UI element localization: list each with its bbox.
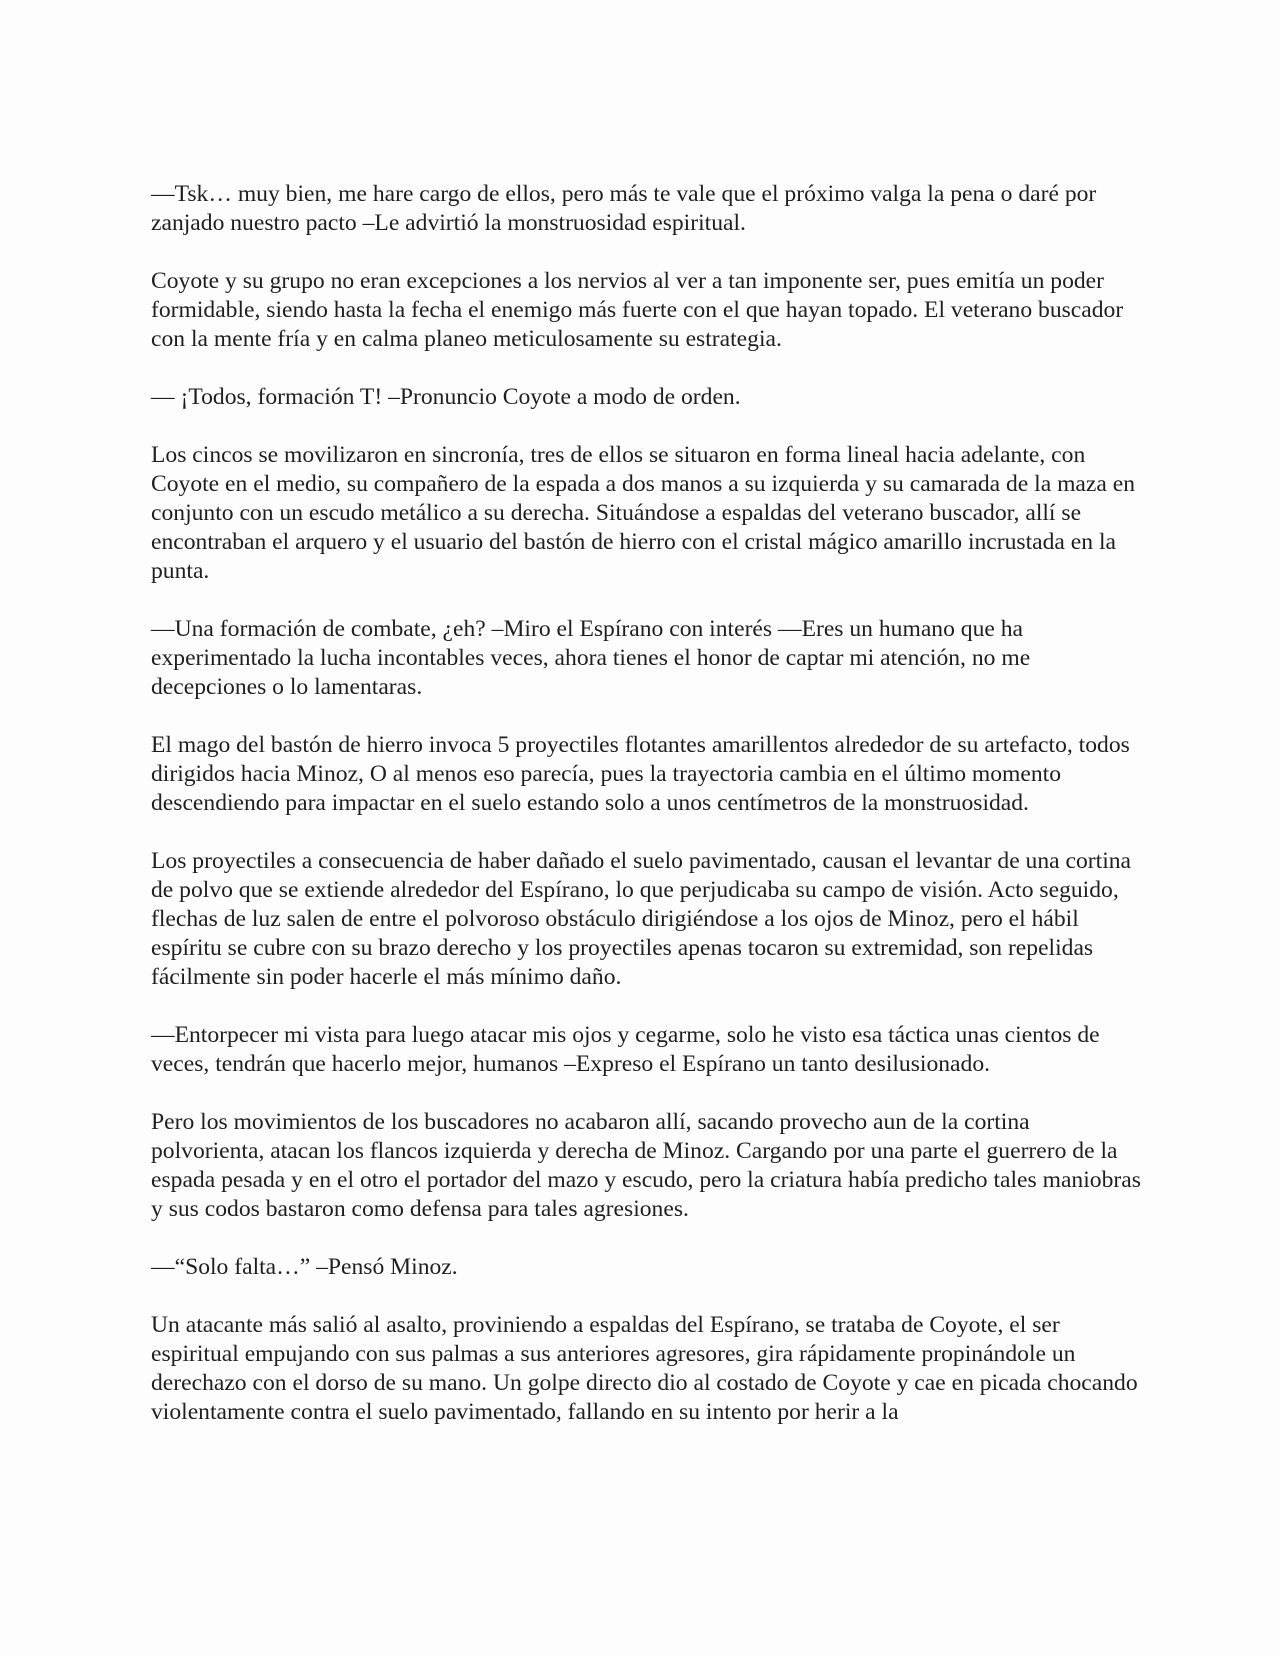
paragraph: —Una formación de combate, ¿eh? –Miro el Espírano con interés —Eres un humano que ha experimentado la lucha incontables veces, ahora tienes el honor de captar mi atención, no me decepciones o lo lamentaras. — [151, 616, 1031, 700]
paragraph: El mago del bastón de hierro invoca 5 proyectiles flotantes amarillentos alrededor de su artefacto, todos dirigidos hacia Minoz, O al menos eso parecía, pues la trayectoria cambia en el último momento descendiendo para impactar en el suelo estando solo a unos centímetros de la monstruosidad. — [151, 732, 1130, 816]
paragraph: Coyote y su grupo no eran excepciones a los nervios al ver a tan imponente ser, pues emitía un poder formidable, siendo hasta la fecha el enemigo más fuerte con el que hayan topado. El veterano buscador con la mente fría y en calma planeo meticulosamente su estrategia. — [151, 268, 1124, 352]
paragraph: Los cincos se movilizaron en sincronía, tres de ellos se situaron en forma lineal hacia adelante, con Coyote en el medio, su compañero de la espada a dos manos a su izquierda y su camarada de la maza en conjunto con un escudo metálico a su derecha. Situándose a espaldas del veterano buscador, allí se encontraban el arquero y el usuario del bastón de hierro con el cristal mágico amarillo incrustada en la punta. — [151, 442, 1136, 584]
paragraph: — ¡Todos, formación T! –Pronuncio Coyote a modo de orden. — [151, 384, 741, 410]
paragraph: Un atacante más salió al asalto, proviniendo a espaldas del Espírano, se trataba de Coyote, el ser espiritual empujando con sus palmas a sus anteriores agresores, gira rápidamente propinándole un derechazo con el dorso de su mano. Un golpe directo dio al costado de Coyote y cae en picada chocando violentamente contra el suelo pavimentado, fallando en su intento por herir a la — [151, 1312, 1138, 1425]
document-body — [151, 180, 1141, 1456]
paragraph: Los proyectiles a consecuencia de haber dañado el suelo pavimentado, causan el levantar de una cortina de polvo que se extiende alrededor del Espírano, lo que perjudicaba su campo de visión. Acto seguido, flechas de luz salen de entre el polvoroso obstáculo dirigiéndose a los ojos de Minoz, pero el hábil espíritu se cubre con su brazo derecho y los proyectiles apenas tocaron su extremidad, son repelidas fácilmente sin poder hacerle el más mínimo daño. — [151, 848, 1132, 990]
paragraph: —Tsk… muy bien, me hare cargo de ellos, pero más te vale que el próximo valga la pena o daré por zanjado nuestro pacto –Le advirtió la monstruosidad espiritual. — [151, 181, 1097, 236]
paragraph: —Entorpecer mi vista para luego atacar mis ojos y cegarme, solo he visto esa táctica unas cientos de veces, tendrán que hacerlo mejor, humanos –Expreso el Espírano un tanto desilusionado. — [151, 1022, 1100, 1077]
paragraph: Pero los movimientos de los buscadores no acabaron allí, sacando provecho aun de la cortina polvorienta, atacan los flancos izquierda y derecha de Minoz. Cargando por una parte el guerrero de la espada pesada y en el otro el portador del mazo y escudo, pero la criatura había predicho tales maniobras y sus codos bastaron como defensa para tales agresiones. — [151, 1109, 1141, 1222]
paragraph: —“Solo falta…” –Pensó Minoz. — [151, 1254, 458, 1280]
